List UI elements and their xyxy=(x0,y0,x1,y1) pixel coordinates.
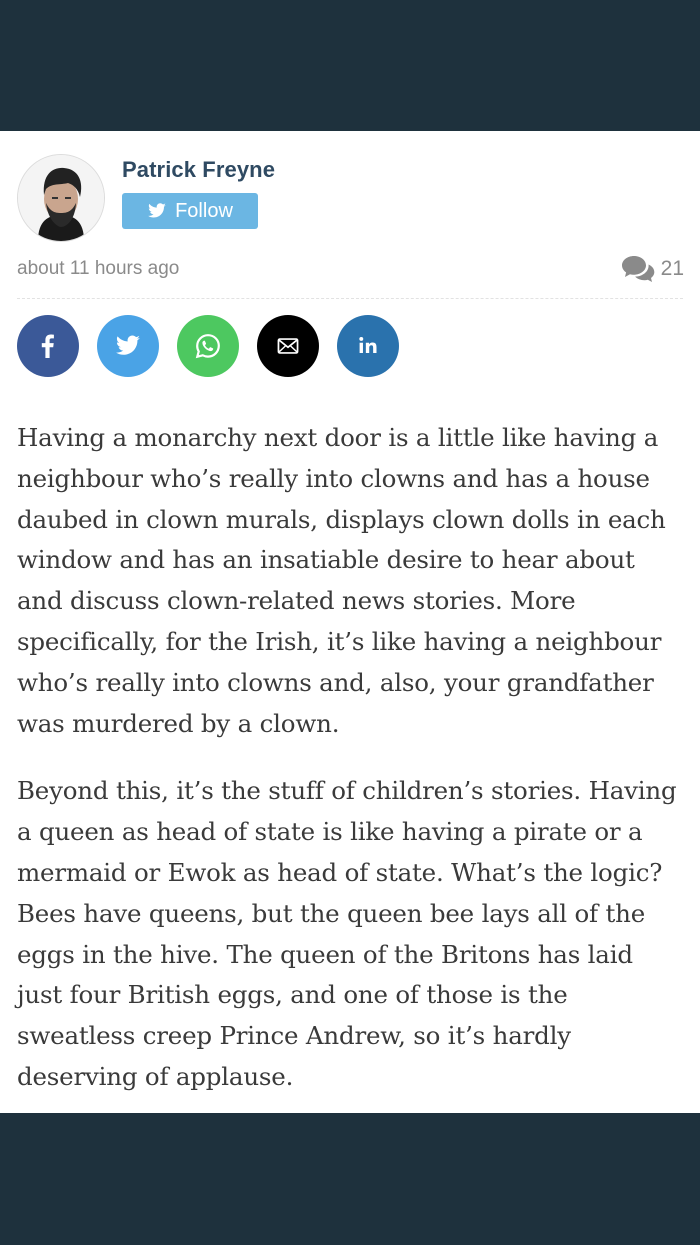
share-bar xyxy=(17,315,399,377)
whatsapp-icon xyxy=(193,331,223,361)
share-twitter-button[interactable] xyxy=(97,315,159,377)
author-avatar[interactable] xyxy=(17,154,105,242)
share-linkedin-button[interactable] xyxy=(337,315,399,377)
twitter-icon xyxy=(115,335,141,357)
share-email-button[interactable] xyxy=(257,315,319,377)
author-photo xyxy=(18,155,104,241)
comment-count: 21 xyxy=(660,257,684,280)
facebook-icon xyxy=(33,331,63,361)
top-frame xyxy=(0,0,700,131)
author-name[interactable]: Patrick Freyne xyxy=(122,157,276,182)
follow-label: Follow xyxy=(175,199,233,222)
follow-button[interactable] xyxy=(122,193,258,229)
article-body xyxy=(17,418,685,1125)
article-paragraph: Having a monarchy next door is a little like having a neighbour who’s really into clowns and has a house daubed in clown murals, displays clown dolls in each window and has an insatiable desire to hear about and discuss clown-related news stories. More specifically, for the Irish, it’s like having a neighbour who’s really into clowns and, also, your grandfather was murdered by a clown. xyxy=(17,423,666,738)
header-divider xyxy=(17,298,683,299)
share-whatsapp-button[interactable] xyxy=(177,315,239,377)
linkedin-icon xyxy=(354,332,382,360)
share-facebook-button[interactable] xyxy=(17,315,79,377)
post-timestamp: about 11 hours ago xyxy=(17,258,180,279)
comments-icon xyxy=(621,255,655,283)
bottom-frame xyxy=(0,1113,700,1245)
article-card xyxy=(0,131,700,1113)
comments-link[interactable] xyxy=(621,255,684,283)
twitter-bird-icon xyxy=(147,203,167,219)
article-paragraph: Beyond this, it’s the stuff of children’s stories. Having a queen as head of state is like having a pirate or a mermaid or Ewok as head of state. What’s the logic? Bees have queens, but the queen bee lays all of the eggs in the hive. The queen of the Britons has laid just four British eggs, and one of those is the sweatless creep Prince Andrew, so it’s hardly deserving of applause. xyxy=(17,776,677,1091)
envelope-icon xyxy=(275,333,301,359)
